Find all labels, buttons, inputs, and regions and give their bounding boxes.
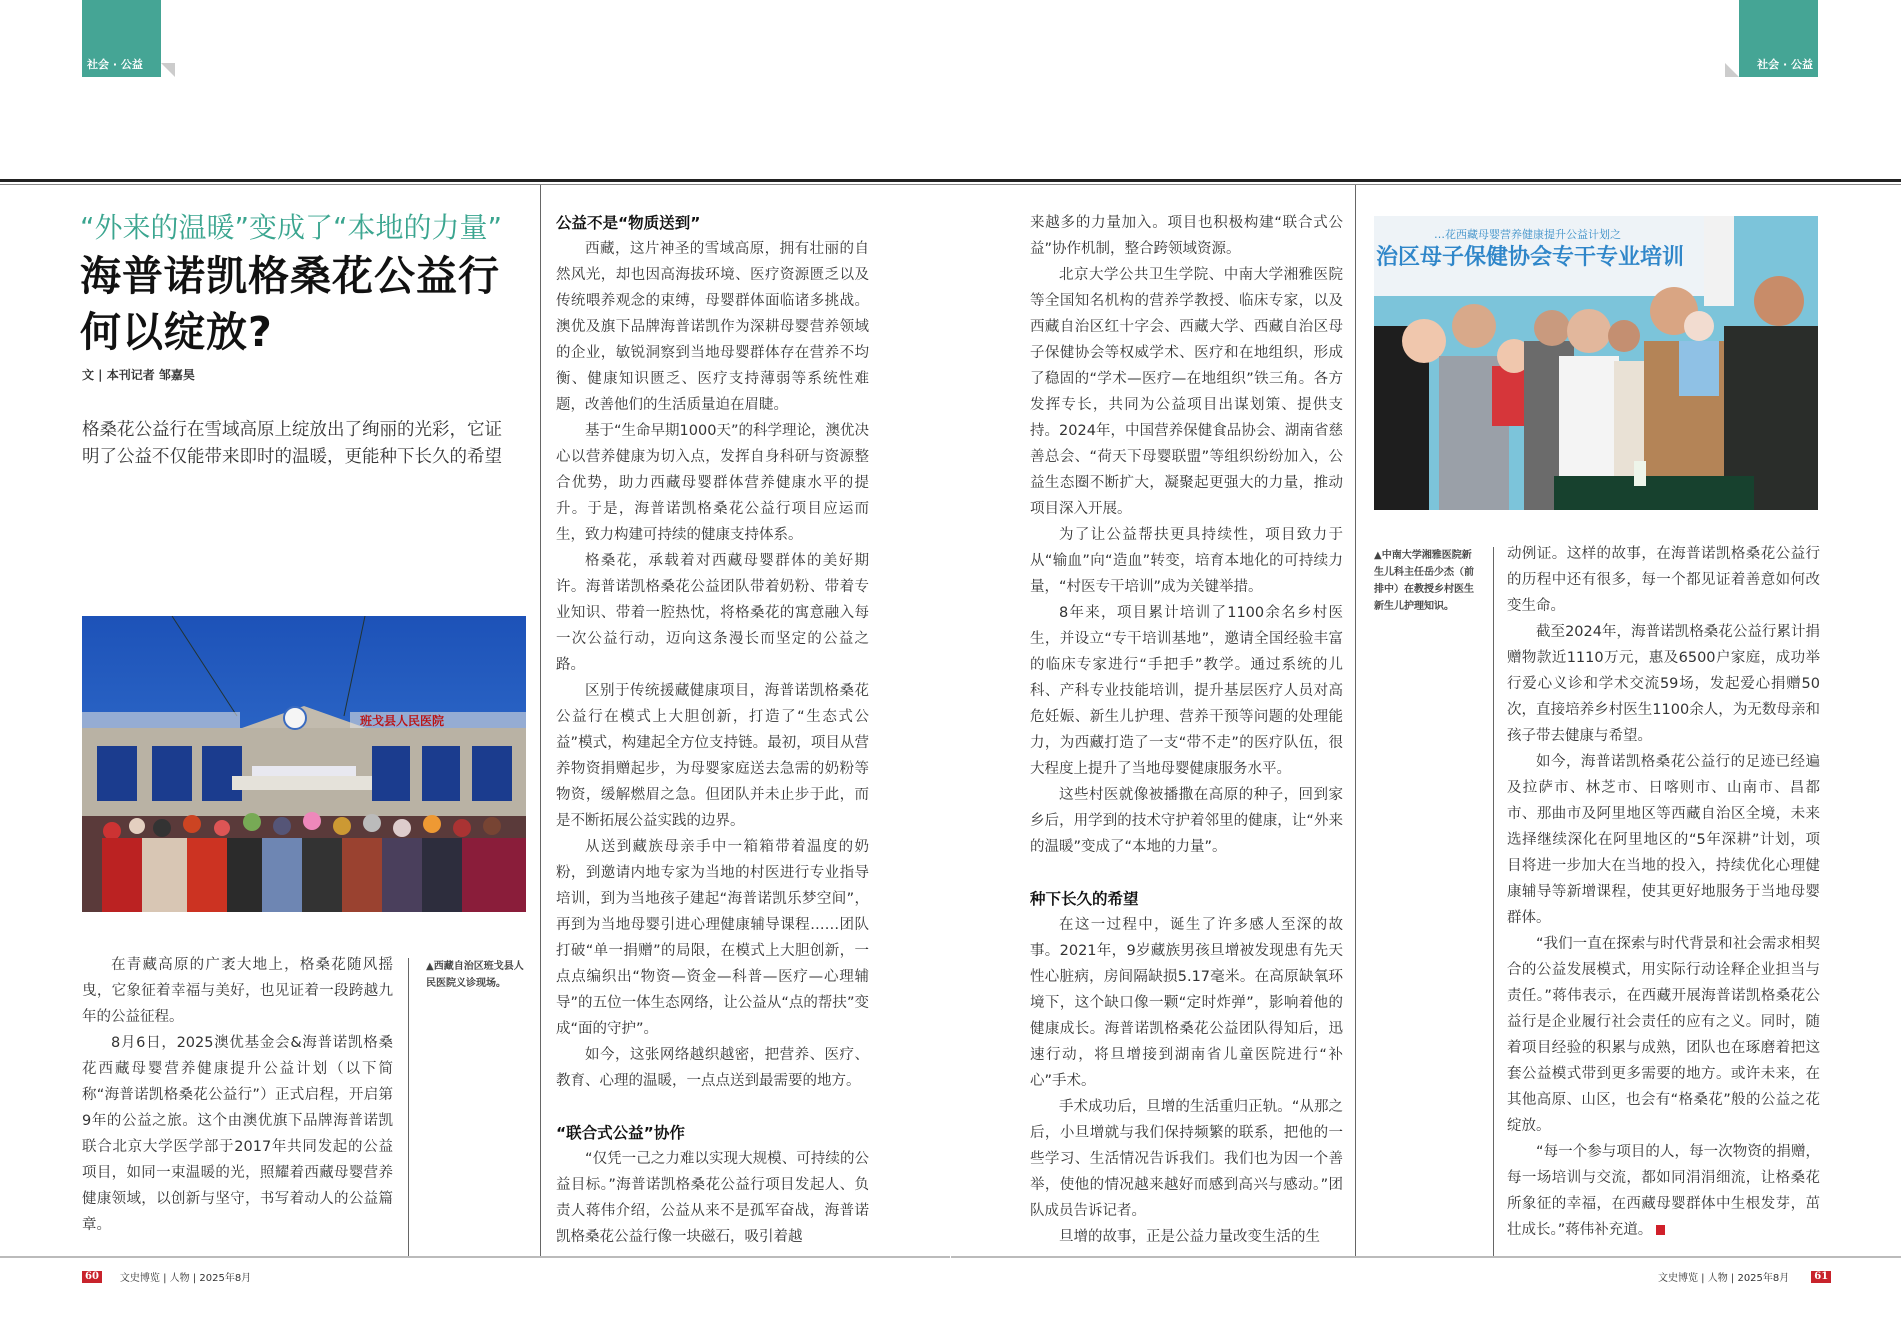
paragraph: “仅凭一己之力难以实现大规模、可持续的公益目标。”海普诺凯格桑花公益行项目发起人、负责人蒋伟介绍，公益从来不是孤军奋战，海普诺凯格桑花公益行像一块磁石，吸引着越 (556, 1151, 869, 1245)
photo-hospital-crowd (82, 616, 526, 912)
paragraph: 8月6日，2025澳优基金会&海普诺凯格桑花西藏母婴营养健康提升公益计划（以下简称“海普诺凯格桑花公益行”）正式启程，开启第9年的公益之旅。这个由澳优旗下品牌海普诺凯联合北京大学医学部于2017年共同发起的公益项目，如同一束温暖的光，照耀着西藏母婴营养健康领域，以创新与坚守，书写着动人的公益篇章。 (82, 1035, 393, 1233)
paragraph: 动例证。这样的故事，在海普诺凯格桑花公益行的历程中还有很多，每一个都见证着善意如何改变生命。 (1507, 546, 1820, 614)
section-tag-right (1739, 0, 1818, 77)
end-mark-icon (1656, 1225, 1665, 1235)
byline: 文 | 本刊记者 邹嘉昊 (82, 368, 195, 382)
header-rule (0, 179, 1901, 182)
paragraph: 格桑花，承载着对西藏母婴群体的美好期许。海普诺凯格桑花公益团队带着奶粉、带着专业知识、带着一腔热忱，将格桑花的寓意融入每一次公益行动，迈向这条漫长而坚定的公益之路。 (556, 553, 869, 673)
paragraph: 8年来，项目累计培训了1100余名乡村医生，并设立“专干培训基地”，邀请全国经验丰富的临床专家进行“手把手”教学。通过系统的儿科、产科专业技能培训，提升基层医疗人员对高危妊娠、新生儿护理、营养干预等问题的处理能力，为西藏打造了一支“带不走”的医疗队伍，很大程度上提升了当地母婴健康服务水平。 (1030, 605, 1343, 777)
section-heading-material: 公益不是“物质送到” (556, 214, 701, 232)
page-number-right: 61 (1811, 1271, 1831, 1283)
footer-left (82, 1269, 251, 1284)
paragraph: 为了让公益帮扶更具持续性，项目致力于从“输血”向“造血”转变，培育本地化的可持续力量，“村医专干培训”成为关键举措。 (1030, 527, 1343, 595)
photo-caption-right: ▲中南大学湘雅医院新生儿科主任岳少杰（前排中）在教授乡村医生新生儿护理知识。 (1374, 550, 1474, 612)
paragraph: 基于“生命早期1000天”的科学理论，澳优决心以营养健康为切入点，发挥自身科研与资源整合优势，助力西藏母婴群体营养健康水平的提升。于是，海普诺凯格桑花公益行项目应运而生，致力构建可持续的健康支持体系。 (556, 423, 869, 543)
paragraph-last (1507, 1139, 1820, 1243)
paragraph: 在这一过程中，诞生了许多感人至深的故事。2021年，9岁藏族男孩旦增被发现患有先天性心脏病，房间隔缺损5.17毫米。在高原缺氧环境下，这个缺口像一颗“定时炸弹”，影响着他的健康成长。海普诺凯格桑花公益团队得知后，迅速行动，将旦增接到湖南省儿童医院进行“补心”手术。 (1030, 917, 1343, 1089)
paragraph: 旦增的故事，正是公益力量改变生活的生 (1059, 1229, 1320, 1245)
column-1 (82, 952, 393, 1238)
column-divider (1355, 185, 1356, 1256)
paragraph: 从送到藏族母亲手中一箱箱带着温度的奶粉，到邀请内地专家为当地的村医进行专业指导培训，到为当地孩子建起“海普诺凯乐梦空间”，再到为当地母婴引进心理健康辅导课程……团队打破“单一捐赠”的局限，在模式上大胆创新，一点点编织出“物资—资金—科普—医疗—心理辅导”的五位一体生态网络，让公益从“点的帮扶”变成“面的守护”。 (556, 839, 869, 1037)
paragraph: 区别于传统援藏健康项目，海普诺凯格桑花公益行在模式上大胆创新，打造了“生态式公益”模式，构建起全方位支持链。最初，项目从营养物资捐赠起步，为母婴家庭送去急需的奶粉等物资，缓解燃眉之急。但团队并未止步于此，而是不断拓展公益实践的边界。 (556, 683, 869, 829)
spacer (1030, 860, 1343, 886)
paragraph: 如今，海普诺凯格桑花公益行的足迹已经遍及拉萨市、林芝市、日喀则市、山南市、昌都市、那曲市及阿里地区等西藏自治区全境，未来选择继续深化在阿里地区的“5年深耕”计划，项目将进一步加大在当地的投入，持续优化心理健康辅导等新增课程，使其更好地服务于当地母婴群体。 (1507, 754, 1820, 926)
svg-text:…花西藏母婴营养健康提升公益计划之: …花西藏母婴营养健康提升公益计划之 (1434, 228, 1621, 241)
column-divider (408, 958, 409, 1256)
svg-text:班戈县人民医院: 班戈县人民医院 (360, 714, 445, 728)
column-divider (540, 185, 541, 1256)
article-title-line2: 何以绽放? (80, 308, 273, 356)
photo-training-session (1374, 216, 1818, 510)
footer-publication-left: 文史博览 | 人物 | 2025年8月 (119, 1273, 252, 1284)
section-heading-hope: 种下长久的希望 (1030, 890, 1139, 908)
paragraph-last-text: “每一个参与项目的人，每一次物资的捐赠，每一场培训与交流，都如同涓涓细流，让格桑花所象征的幸福，在西藏母婴群体中生根发芽，茁壮成长。”蒋伟补充道。 (1507, 1144, 1820, 1238)
paragraph: 这些村医就像被播撒在高原的种子，回到家乡后，用学到的技术守护着邻里的健康，让“外来的温暖”变成了“本地的力量”。 (1030, 787, 1343, 855)
spacer (556, 1094, 869, 1120)
paragraph: 如今，这张网络越织越密，把营养、医疗、教育、心理的温暖，一点点送到最需要的地方。 (556, 1047, 869, 1089)
hospital-photo-icon (82, 616, 526, 912)
section-heading-joint: “联合式公益”协作 (556, 1124, 685, 1142)
footer-rule-left (0, 1256, 950, 1258)
article-title-line1: 海普诺凯格桑花公益行 (80, 252, 500, 300)
column-3 (1030, 210, 1343, 1250)
column-4 (1507, 541, 1820, 1243)
section-tag-right-label: 社会 · 公益 (1757, 58, 1813, 71)
footer-right (1658, 1269, 1831, 1284)
paragraph: 在青藏高原的广袤大地上，格桑花随风摇曳，它象征着幸福与美好，也见证着一段跨越九年的公益征程。 (82, 957, 393, 1025)
footer-rule-right (951, 1256, 1901, 1258)
column-divider (1493, 547, 1494, 1256)
photo-caption-left: ▲西藏自治区班戈县人民医院义诊现场。 (426, 961, 524, 989)
svg-text:治区母子保健协会专干专业培训: 治区母子保健协会专干专业培训 (1376, 245, 1685, 270)
paragraph: 来越多的力量加入。项目也积极构建“联合式公益”协作机制，整合跨领域资源。 (1030, 215, 1343, 257)
section-tag-left (82, 0, 161, 77)
article-kicker: “外来的温暖”变成了“本地的力量” (80, 211, 503, 244)
paragraph: 手术成功后，旦增的生活重归正轨。“从那之后，小旦增就与我们保持频繁的联系，把他的一些学习、生活情况告诉我们。我们也为因一个善举，使他的情况越来越好而感到高兴与感动。”团队成员告诉记者。 (1030, 1099, 1343, 1219)
article-title (80, 248, 540, 360)
footer-publication-right: 文史博览 | 人物 | 2025年8月 (1658, 1273, 1790, 1284)
tab-fold-right-icon (1725, 63, 1739, 77)
paragraph: 北京大学公共卫生学院、中南大学湘雅医院等全国知名机构的营养学教授、临床专家，以及西藏自治区红十字会、西藏大学、西藏自治区母子保健协会等权威学术、医疗和在地组织，形成了稳固的“学术—医疗—在地组织”铁三角。各方发挥专长，共同为公益项目出谋划策、提供支持。2024年，中国营养保健食品协会、湖南省慈善总会、“荷天下母婴联盟”等组织纷纷加入，公益生态圈不断扩大，凝聚起更强大的力量，推动项目深入开展。 (1030, 267, 1343, 517)
training-photo-icon (1374, 216, 1818, 510)
paragraph: 西藏，这片神圣的雪域高原，拥有壮丽的自然风光，却也因高海拔环境、医疗资源匮乏以及传统喂养观念的束缚，母婴群体面临诸多挑战。澳优及旗下品牌海普诺凯作为深耕母婴营养领域的企业，敏锐洞察到当地母婴群体存在营养不均衡、健康知识匮乏、医疗支持薄弱等系统性难题，改善他们的生活质量迫在眉睫。 (556, 241, 869, 413)
section-tag-left-label: 社会 · 公益 (87, 58, 143, 71)
article-lead: 格桑花公益行在雪域高原上绽放出了绚丽的光彩，它证明了公益不仅能带来即时的温暖，更能种下长久的希望 (82, 420, 502, 467)
paragraph: 截至2024年，海普诺凯格桑花公益行累计捐赠物款近1110万元，惠及6500户家庭，成功举行爱心义诊和学术交流59场，发起爱心捐赠50次，直接培养乡村医生1100余人，为无数母亲和孩子带去健康与希望。 (1507, 624, 1820, 744)
column-2 (556, 210, 869, 1250)
header-rule-thin (0, 184, 1901, 185)
tab-fold-left-icon (161, 63, 175, 77)
paragraph: “我们一直在探索与时代背景和社会需求相契合的公益发展模式，用实际行动诠释企业担当与责任。”蒋伟表示，在西藏开展海普诺凯格桑花公益行是企业履行社会责任的应有之义。同时，随着项目经验的积累与成熟，团队也在琢磨着把这套公益模式带到更多需要的地方。或许未来，在其他高原、山区，也会有“格桑花”般的公益之花绽放。 (1507, 936, 1820, 1134)
page-number-left: 60 (82, 1271, 102, 1283)
